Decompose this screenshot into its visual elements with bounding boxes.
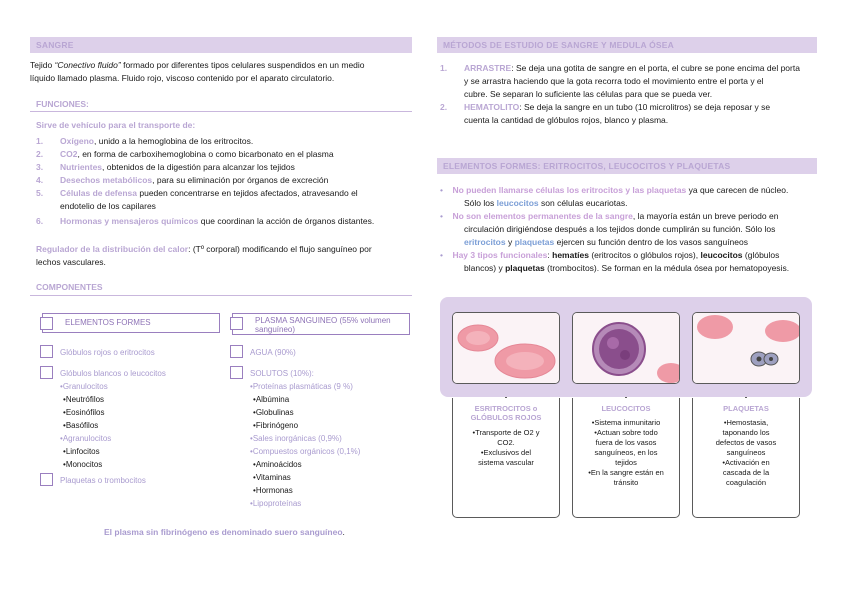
fibrinogeno-item: •Fibrinógeno	[253, 421, 299, 430]
checkbox-eritrocitos	[40, 345, 53, 358]
solutos-label: SOLUTOS (10%):	[250, 369, 314, 378]
list-item: 6. Hormonas y mensajeros químicos que coordinan la acción de órganos distantes.	[36, 216, 375, 226]
leukocyte-image	[572, 312, 680, 384]
neutrofilos-item: •Neutrófilos	[63, 395, 105, 404]
basofilos-item: •Basófilos	[63, 421, 99, 430]
list-item: 4. Desechos metabólicos, para su eliminación por órganos de excreción	[36, 175, 329, 185]
elementos-bullets	[440, 184, 820, 275]
intro-text-a: Tejido	[30, 60, 55, 70]
suero-note: El plasma sin fibrinógeno es denominado suero sanguíneo.	[104, 527, 345, 537]
proteinas-item: •Proteínas plasmáticas (9 %)	[250, 382, 353, 391]
componentes-heading: COMPONENTES	[36, 282, 103, 292]
monocitos-item: •Monocitos	[63, 460, 103, 469]
sales-item: •Sales inorgánicas (0,9%)	[250, 434, 342, 443]
leukocyte-illustration	[573, 313, 680, 384]
hormonas-item: •Hormonas	[253, 486, 293, 495]
list-item-continuation: blancos) y plaquetas (trombocitos). Se forman en la médula ósea por hematopoyesis.	[464, 263, 790, 273]
componentes-divider	[30, 295, 412, 296]
intro-paragraph	[30, 59, 415, 85]
eritrocitos-label: Glóbulos rojos o eritrocitos	[60, 348, 155, 357]
platelet-card	[692, 398, 800, 518]
leukocyte-card-body: •Sistema inmunitario •Actuan sobre todo fuera de los vasos sanguíneos, en los tejidos •En la sangre están en tránsito	[588, 418, 664, 487]
section-bar-elementos: ELEMENTOS FORMES: ERITROCITOS, LEUCOCITOS Y PLAQUETAS	[437, 158, 817, 174]
intro-text-b: formado por diferentes tipos celulares suspendidos en un medio	[120, 60, 365, 70]
leucocitos-label: Glóbulos blancos o leucocitos	[60, 369, 166, 378]
lipoproteinas-item: •Lipoproteínas	[250, 499, 302, 508]
erythrocyte-image	[452, 312, 560, 384]
list-item: 3. Nutrientes, obtenidos de la digestión para alcanzar los tejidos	[36, 162, 295, 172]
list-item: endotelio de los capilares	[60, 201, 156, 211]
platelet-image	[692, 312, 800, 384]
erythrocyte-card-title: ESRITROCITOS o GLÓBULOS ROJOS	[470, 404, 542, 422]
erythrocyte-card-body: •Transporte de O2 y CO2. •Exclusivos del sistema vascular	[472, 428, 540, 467]
granulocitos-item: •Granulocitos	[60, 382, 108, 391]
list-item-continuation: cubre. Se separan lo suficiente las células para que se pueda ver.	[464, 89, 713, 99]
list-item: 1. ARRASTRE: Se deja una gotita de sangre en el porta, el cubre se pone encima del porta	[440, 63, 800, 73]
agranulocitos-item: •Agranulocitos	[60, 434, 112, 443]
funciones-heading: FUNCIONES:	[36, 99, 89, 109]
list-item: 2. CO2, en forma de carboxihemoglobina o como bicarbonato en el plasma	[36, 149, 334, 159]
list-item-continuation: circulación dirigiéndose después a los tejidos donde cumplirán su función. Sólo los	[464, 224, 776, 234]
list-item: • No son elementos permanentes de la sangre, la mayoría están un breve periodo en	[440, 211, 779, 221]
checkbox-plaquetas	[40, 473, 53, 486]
list-item: • No pueden llamarse células los eritrocitos y las plaquetas ya que carecen de núcleo.	[440, 185, 789, 195]
list-item-continuation: cuenta la cantidad de glóbulos rojos, blanco y plasma.	[464, 115, 669, 125]
checkbox-agua	[230, 345, 243, 358]
list-item: 2. HEMATOLITO: Se deja la sangre en un tubo (10 microlitros) se deja reposar y se	[440, 102, 771, 112]
list-item: 5. Células de defensa pueden concentrarse en tejidos afectados, atravesando el	[36, 188, 358, 198]
list-item-continuation: y se arrastra haciendo que la gota recorra todo el movimiento entre el porta y el	[464, 76, 764, 86]
platelet-illustration	[693, 313, 800, 384]
regulador-paragraph: Regulador de la distribución del calor: (Tº corporal) modificando el flujo sanguíneo por lechos vasculares.	[36, 244, 372, 267]
list-item-continuation: eritrocitos y plaquetas ejercen su función dentro de los vasos sanguíneos	[464, 237, 748, 247]
platelet-card-title: PLAQUETAS	[723, 404, 769, 413]
checkbox-leucocitos	[40, 366, 53, 379]
section-bar-metodos: MÉTODOS DE ESTUDIO DE SANGRE Y MEDULA ÓSEA	[437, 37, 817, 53]
erythrocyte-illustration	[453, 313, 560, 384]
globulinas-item: •Globulinas	[253, 408, 294, 417]
leukocyte-card-title: LEUCOCITOS	[601, 404, 651, 413]
plasma-box: PLASMA SANGUINEO (55% volumen sanguíneo)	[232, 313, 410, 335]
leukocyte-card	[572, 398, 680, 518]
list-item: • Hay 3 tipos funcionales: hematíes (eritrocitos o glóbulos rojos), leucocitos (glóbulos	[440, 250, 780, 260]
aminoacidos-item: •Aminoácidos	[253, 460, 302, 469]
checkbox-elementos-formes	[40, 317, 53, 330]
funciones-list	[36, 135, 416, 228]
checkbox-solutos	[230, 366, 243, 379]
intro-text-c: líquido llamado plasma. Fluido rojo, viscoso contenido por el aparato circulatorio.	[30, 73, 335, 83]
intro-emphasis: “Conectivo fluido”	[54, 60, 121, 70]
agua-label: AGUA (90%)	[250, 348, 296, 357]
checkbox-plasma	[230, 317, 243, 330]
plaquetas-label: Plaquetas o trombocitos	[60, 476, 146, 485]
vitaminas-item: •Vitaminas	[253, 473, 291, 482]
list-item-continuation: Sólo los leucocitos son células eucariotas.	[464, 198, 628, 208]
compuestos-item: •Compuestos orgánicos (0,1%)	[250, 447, 361, 456]
section-bar-sangre: SANGRE	[30, 37, 412, 53]
elementos-formes-box: ELEMENTOS FORMES	[42, 313, 220, 333]
linfocitos-item: •Linfocitos	[63, 447, 100, 456]
metodos-list	[440, 62, 820, 127]
eosinofilos-item: •Eosinófilos	[63, 408, 105, 417]
erythrocyte-card	[452, 398, 560, 518]
vehiculo-heading: Sirve de vehículo para el transporte de:	[36, 120, 196, 130]
platelet-card-body: •Hemostasia, taponando los defectos de vasos sanguíneos •Activación en cascada de la coagulación	[715, 418, 777, 487]
albumina-item: •Albúmina	[253, 395, 290, 404]
list-item: 1. Oxígeno, unido a la hemoglobina de los eritrocitos.	[36, 136, 254, 146]
funciones-divider	[30, 111, 412, 112]
